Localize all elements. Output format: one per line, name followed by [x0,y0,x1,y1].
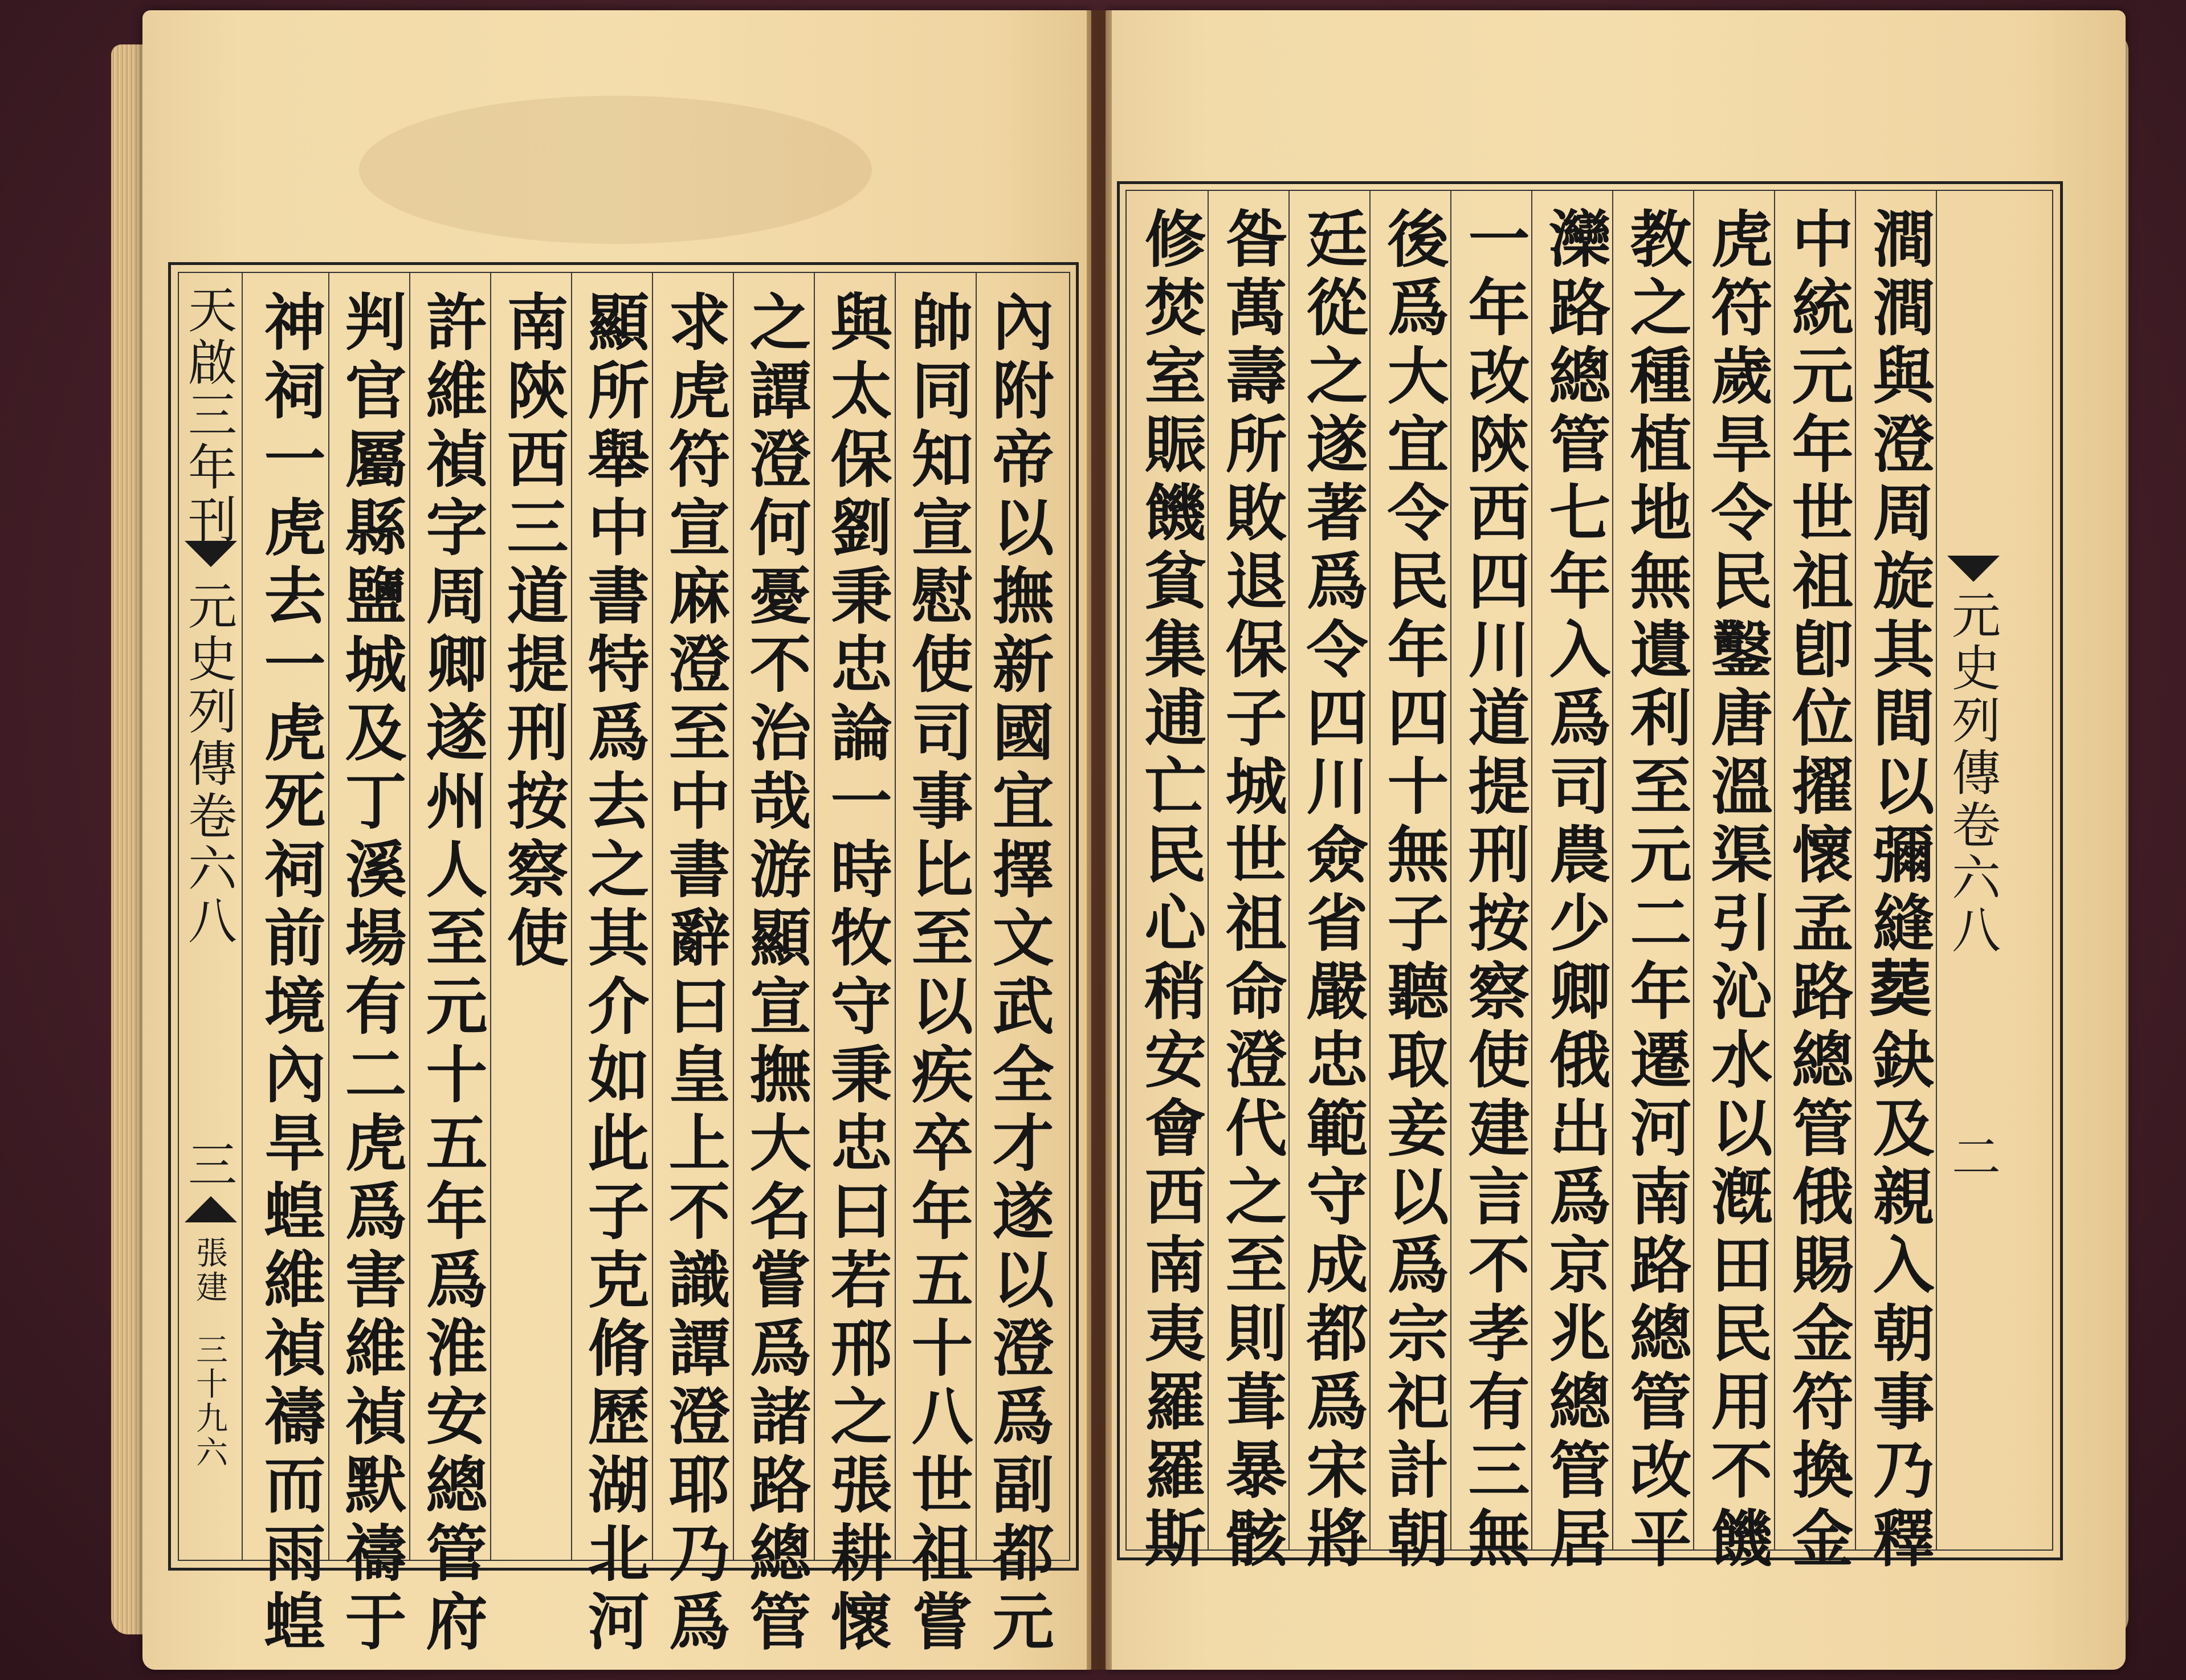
fishtail-mark-bottom [185,1196,237,1222]
text-column-4: 教之種植地無遺利至元二年遷河南路總管改平 [1620,207,1691,1575]
text-column-7: 南陝西三道提刑按察使 [496,290,568,974]
leaf-number: 二 [1943,1131,2000,1184]
text-column-4: 之譚澄何憂不治哉游顯宣撫大名嘗爲諸路總管 [739,290,811,1658]
right-text-frame [1117,181,2063,1575]
margin-title: 元史列傳卷六八 [1943,590,2000,957]
column-rule [733,273,734,1560]
column-rule [814,273,815,1560]
column-rule [652,273,653,1560]
column-rule [1208,191,1209,1549]
column-rule [1369,191,1371,1549]
column-rule [976,273,977,1560]
book-gutter [1087,10,1112,1670]
text-column-6: 一年改陝西四川道提刑按察使建言不孝有三無 [1458,207,1530,1575]
margin-title: 元史列傳卷六八 [180,581,236,948]
open-book [111,10,2128,1670]
text-column-10: 修焚室賑饑貧集逋亡民心稍安會西南夷羅羅斯 [1134,207,1206,1575]
text-column-9: 昝萬壽所敗退保子城世祖命澄代之至則葺暴骸 [1215,207,1287,1575]
text-column-1: 澗澗與澄周旋其間以彌縫𦵏鈌及親入朝事乃釋 [1862,207,1934,1575]
column-rule [328,273,329,1560]
carver-name: 張建 [191,1236,228,1304]
text-column-5: 灤路總管七年入爲司農少卿俄出爲京兆總管居 [1539,207,1610,1575]
text-column-7: 後爲大宜令民年四十無子聽取妾以爲宗祀計朝 [1377,207,1449,1575]
paper-stain [359,96,872,244]
text-column-1: 內附帝以撫新國宜擇文武全才遂以澄爲副都元 [982,290,1054,1658]
column-rule [1612,191,1613,1549]
left-inner-frame [178,272,1070,1658]
text-column-8: 廷從之遂著爲令四川僉省嚴忠範守成都爲宋將 [1296,207,1368,1575]
leaf-number: 三 [180,1139,236,1192]
column-rule [1936,191,1937,1549]
left-page [142,10,1091,1670]
right-inner-frame [1125,190,2053,1575]
text-column-6: 顯所舉中書特爲去之其介如此子克脩歷湖北河 [577,290,649,1658]
right-page [1106,10,2126,1670]
column-rule [1855,191,1856,1549]
column-rule [1450,191,1451,1549]
column-rule [409,273,410,1560]
text-column-10: 神祠一虎去一虎死祠前境內旱蝗維禎禱而雨蝗 [254,290,325,1658]
text-column-2: 帥同知宣慰使司事比至以疾卒年五十八世祖嘗 [901,290,973,1658]
column-rule [1288,191,1290,1549]
column-rule [1693,191,1694,1549]
column-rule [242,273,243,1560]
column-rule [1531,191,1532,1549]
text-column-3: 與太保劉秉忠論一時牧守秉忠曰若邢之張耕懷 [820,290,892,1658]
text-column-9: 判官屬縣鹽城及丁溪場有二虎爲害維禎默禱于 [335,290,406,1658]
column-rule [895,273,896,1560]
text-column-5: 求虎符宣麻澄至中書辭曰皇上不識譚澄耶乃爲 [658,290,730,1658]
fishtail-mark-top [1947,556,2000,582]
text-column-3: 虎符歲旱令民鑿唐溫渠引沁水以漑田民用不饑 [1700,207,1772,1575]
left-text-frame [168,262,1079,1658]
column-rule [490,273,491,1560]
character-count: 三十九六 [191,1333,228,1470]
margin-date: 天啟三年刊 [180,284,236,547]
column-rule [571,273,572,1560]
fishtail-mark-top [185,541,237,567]
text-column-2: 中統元年世祖卽位擢懷孟路總管俄賜金符換金 [1781,207,1853,1575]
text-column-8: 許維禎字周卿遂州人至元十五年爲淮安總管府 [415,290,487,1658]
column-rule [1774,191,1775,1549]
